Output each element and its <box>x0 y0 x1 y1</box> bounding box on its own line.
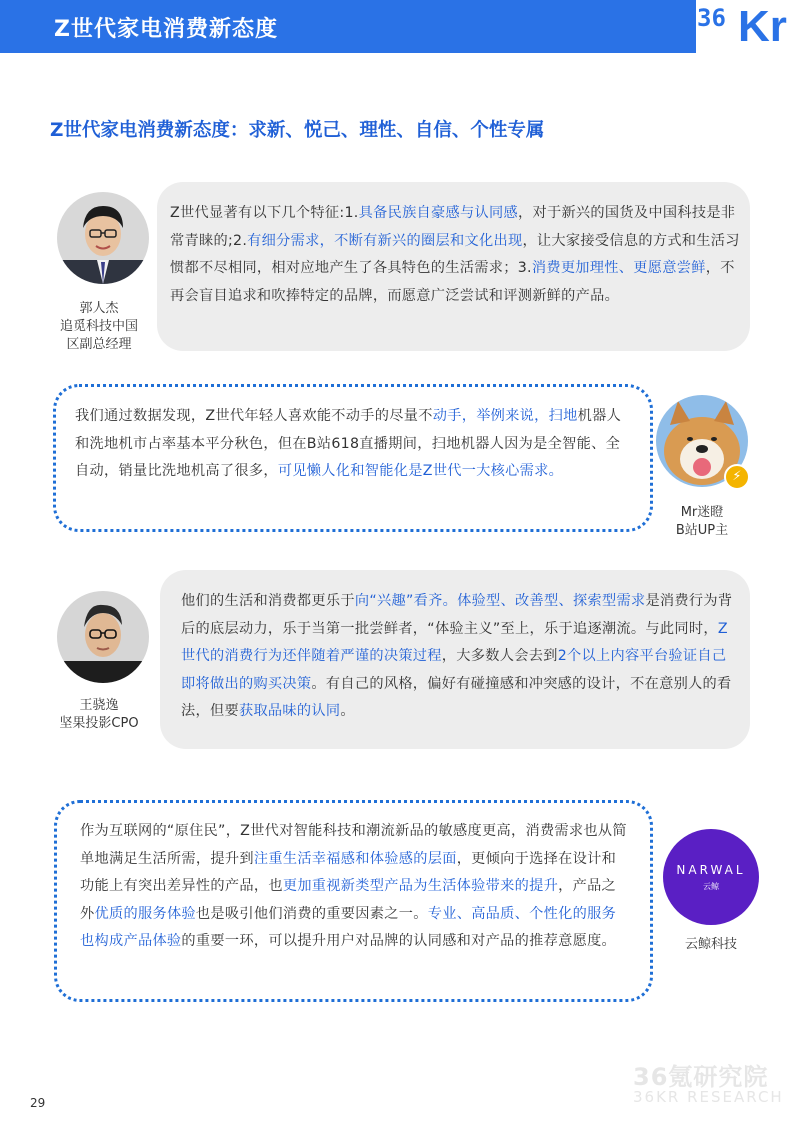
quote-text-guo <box>170 200 740 310</box>
quote-text-segment: 是消费行为背后的底层动力，乐于当第一批尝鲜者，“体验主义”至上，乐于追逐潮流。与此同时， <box>181 593 733 637</box>
header-title: Z世代家电消费新态度 <box>54 17 278 42</box>
quote-text-segment: 的重要一环，可以提升用户对品牌的认同感和对产品的推荐意愿度。 <box>181 933 617 949</box>
highlight-text: 获取品味的认同 <box>238 703 341 719</box>
quote-text-segment: 我们通过数据发现，Z世代年轻人喜欢能不动手的尽量不 <box>75 408 433 424</box>
quote-text-segment: ，更倾向于选择在设计和功能上有突出差异性的产品，也 <box>80 850 617 894</box>
quote-text-segment: 。 <box>340 703 355 719</box>
highlight-text: 2个以上内容平台验证自己即将做出的购买决策 <box>181 648 727 692</box>
watermark-cn: 36氪研究院 <box>633 1063 769 1091</box>
person-name-midang: Mr迷瞪 B站UP主 <box>675 505 729 538</box>
section-title: Z世代家电消费新态度：求新、悦己、理性、自信、个性专属 <box>50 120 545 141</box>
narwal-logo <box>663 829 759 925</box>
quote-text-segment: 也是吸引他们消费的重要因素之一。 <box>195 905 428 922</box>
highlight-text: 消费更加理性、更愿意尝鲜 <box>531 260 706 276</box>
logo-kr: Kr <box>738 2 787 51</box>
quote-text-segment: ，对于新兴的国货及中国科技是非常青睐的;2. <box>170 205 736 249</box>
highlight-text: 可见懒人化和智能化是Z世代一大核心需求。 <box>277 463 564 479</box>
highlight-text: 向“兴趣”看齐。体验型、改善型、探索型需求 <box>354 593 646 609</box>
quote-text-segment: Z世代显著有以下几个特征:1. <box>170 205 359 221</box>
narwal-logo-text: NARWAL <box>676 863 746 877</box>
watermark-en: 36KR RESEARCH <box>633 1088 784 1106</box>
quote-text-segment: ，不再会盲目追求和吹捧特定的品牌，而愿意广泛尝试和评测新鲜的产品。 <box>170 260 735 304</box>
quote-text-segment: ，大多数人会去到 <box>441 648 558 664</box>
quote-text-segment: 。有自己的风格，偏好有碰撞感和冲突感的设计，不在意别人的看法，但要 <box>181 675 732 719</box>
person-name-guo: 郭人杰 追觅科技中国 区副总经理 <box>59 301 138 352</box>
quote-text-midang <box>75 403 630 486</box>
quote-text-wang <box>181 588 733 726</box>
highlight-text: 更加重视新类型产品为生活体验带来的提升 <box>282 878 559 894</box>
highlight-text: 优质的服务体验 <box>94 905 196 922</box>
quote-text-segment: ，让大家接受信息的方式和生活习惯都不尽相同，相对应地产生了各具特色的生活需求；3. <box>170 232 740 276</box>
quote-text-segment: 他们的生活和消费都更乐于 <box>181 593 355 609</box>
avatar-guo <box>57 192 149 284</box>
narwal-logo-sub: 云鲸 <box>703 882 719 891</box>
highlight-text: 具备民族自豪感与认同感 <box>358 205 518 221</box>
quote-text-narwal <box>80 818 630 956</box>
quote-text-segment: 机器人和洗地机市占率基本平分秋色，但在B站618直播期间，扫地机器人因为是全智能、全自动，销量比洗地机高了很多， <box>75 408 622 479</box>
person-name-wang: 王骁逸 坚果投影CPO <box>59 698 139 731</box>
highlight-text: 专业、高品质、个性化的服务也构成产品体验 <box>80 905 617 949</box>
page-number: 29 <box>30 1096 46 1110</box>
avatar-wang <box>57 591 149 683</box>
highlight-text: 注重生活幸福感和体验感的层面 <box>253 850 457 867</box>
quote-text-segment: 作为互联网的“原住民”，Z世代对智能科技和潮流新品的敏感度更高，消费需求也从简单地满足生活所需，提升到 <box>80 823 627 867</box>
person-name-narwal: 云鲸科技 <box>684 937 737 952</box>
logo-36: 36 <box>697 4 726 32</box>
bolt-badge-icon: ⚡ <box>724 464 750 490</box>
highlight-text: Z世代的消费行为还伴随着严谨的决策过程 <box>181 620 728 664</box>
highlight-text: 动手，举例来说，扫地 <box>432 408 578 424</box>
quote-text-segment: ，产品之外 <box>80 878 617 922</box>
highlight-text: 有细分需求，不断有新兴的圈层和文化出现 <box>247 232 523 249</box>
